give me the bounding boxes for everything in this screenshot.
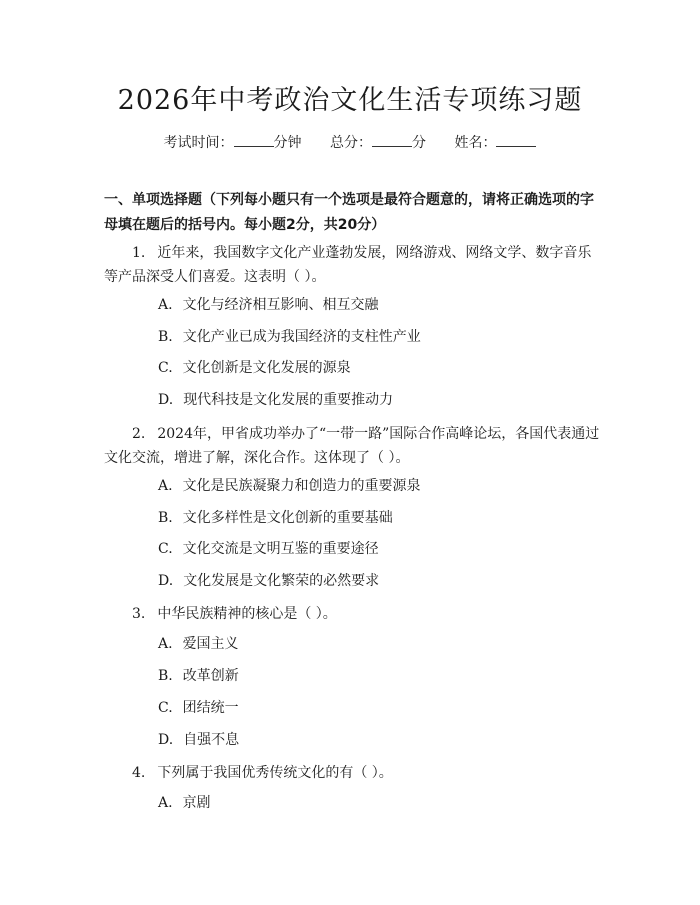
question-stem: 近年来，我国数字文化产业蓬勃发展，网络游戏、网络文学、数字音乐等产品深受人们喜爱。这表明（ ）。 xyxy=(104,245,592,285)
option-letter: A. xyxy=(158,636,173,652)
question-3 xyxy=(104,602,604,626)
option-text: 文化发展是文化繁荣的必然要求 xyxy=(183,573,380,589)
option-1d xyxy=(158,390,598,410)
option-3b xyxy=(158,666,598,686)
option-letter: A. xyxy=(158,297,173,313)
option-text: 改革创新 xyxy=(182,668,239,684)
question-stem: 2024年，甲省成功举办了“一带一路”国际合作高峰论坛，各国代表通过文化交流，增进了解，深化合作。这体现了（ ）。 xyxy=(104,426,600,466)
option-letter: B. xyxy=(158,329,173,345)
question-2 xyxy=(104,422,604,470)
question-stem: 下列属于我国优秀传统文化的有（ ）。 xyxy=(157,765,393,781)
option-text: 自强不息 xyxy=(183,732,240,748)
name-blank xyxy=(496,134,536,147)
option-2a xyxy=(158,476,598,496)
option-text: 文化产业已成为我国经济的支柱性产业 xyxy=(182,329,421,345)
option-text: 文化创新是文化发展的源泉 xyxy=(182,360,351,376)
option-3d xyxy=(158,730,598,750)
page-title: 2026年中考政治文化生活专项练习题 xyxy=(117,85,583,116)
option-letter: C. xyxy=(158,360,173,376)
score-label: 总分： xyxy=(330,135,372,151)
question-number: 2. xyxy=(132,426,146,442)
question-number: 1. xyxy=(132,245,146,261)
option-4a xyxy=(158,793,598,813)
option-text: 京剧 xyxy=(182,795,211,811)
option-3c xyxy=(158,698,598,718)
question-4 xyxy=(104,761,604,785)
question-stem: 中华民族精神的核心是（ ）。 xyxy=(157,606,337,622)
question-1 xyxy=(104,241,604,289)
option-2c xyxy=(158,539,598,559)
time-blank xyxy=(234,134,274,147)
option-text: 现代科技是文化发展的重要推动力 xyxy=(183,392,394,408)
name-label: 姓名： xyxy=(454,135,497,151)
time-unit: 分钟 xyxy=(273,135,302,151)
option-letter: D. xyxy=(158,392,174,408)
option-1b xyxy=(158,327,598,347)
option-letter: D. xyxy=(158,573,174,589)
option-2d xyxy=(158,571,598,591)
option-letter: B. xyxy=(158,668,173,684)
option-text: 文化交流是文明互鉴的重要途径 xyxy=(182,541,379,557)
question-number: 4. xyxy=(132,765,146,781)
exam-meta xyxy=(0,132,700,152)
option-letter: C. xyxy=(158,700,173,716)
option-letter: D. xyxy=(158,732,174,748)
option-1a xyxy=(158,295,598,315)
time-field xyxy=(164,135,306,151)
option-text: 文化与经济相互影响、相互交融 xyxy=(182,297,379,313)
time-label: 考试时间： xyxy=(163,135,234,151)
option-letter: C. xyxy=(158,541,173,557)
score-blank xyxy=(372,134,412,147)
option-text: 爱国主义 xyxy=(182,636,239,652)
option-letter: B. xyxy=(158,510,173,526)
option-letter: A. xyxy=(158,795,173,811)
score-unit: 分 xyxy=(412,135,426,151)
section-heading: 一、单项选择题（下列每小题只有一个选项是最符合题意的，请将正确选项的字母填在题后的括号内。每小题2分，共20分） xyxy=(104,192,594,233)
option-3a xyxy=(158,634,598,654)
option-text: 团结统一 xyxy=(182,700,239,716)
name-field xyxy=(454,135,536,151)
question-number: 3. xyxy=(132,606,146,622)
option-text: 文化是民族凝聚力和创造力的重要源泉 xyxy=(182,478,421,494)
option-1c xyxy=(158,358,598,378)
option-text: 文化多样性是文化创新的重要基础 xyxy=(182,510,393,526)
option-letter: A. xyxy=(158,478,173,494)
option-2b xyxy=(158,508,598,528)
score-field xyxy=(330,135,430,151)
